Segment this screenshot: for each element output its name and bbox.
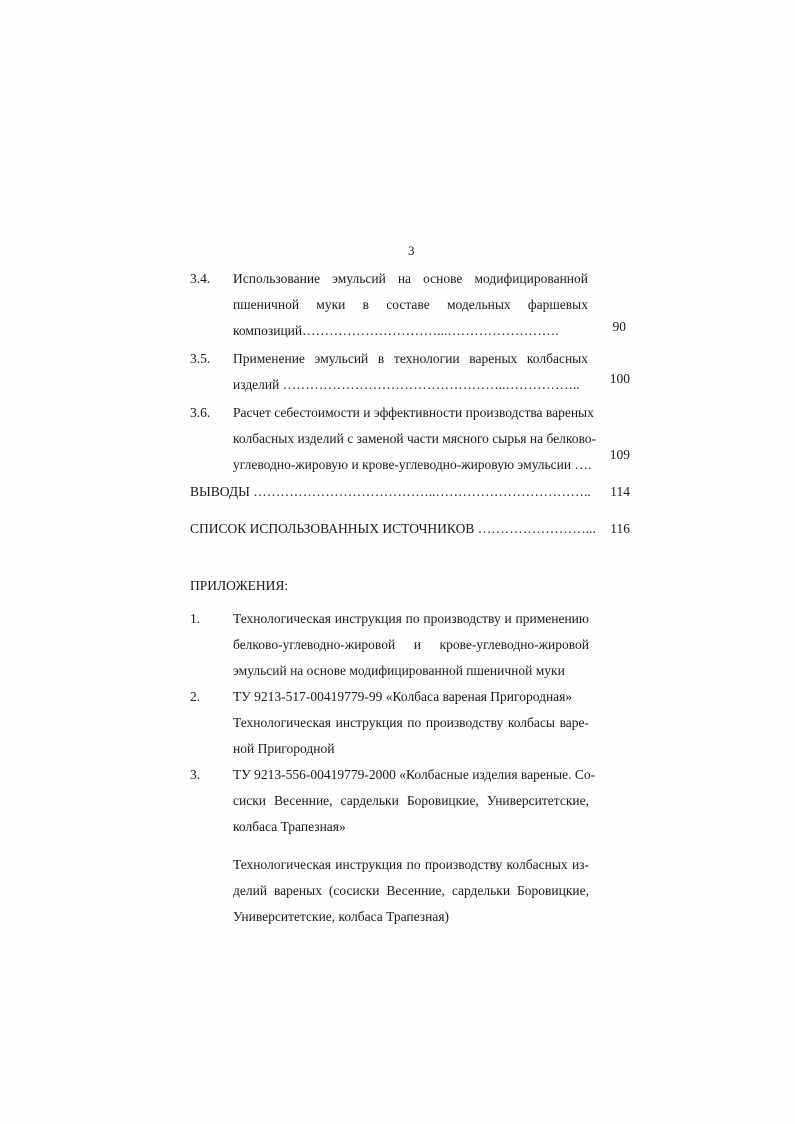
appendix-spacer: [233, 840, 589, 852]
appendix-text: [233, 606, 589, 684]
appendix-line: Технологическая инструкция по производству и применению: [233, 611, 589, 626]
toc-line: изделий …………………………………………..……………..: [233, 377, 580, 392]
toc-references: [190, 516, 630, 542]
appendix-line: сиски Весенние, сардельки Боровицкие, Университетские,: [233, 793, 589, 808]
toc-entry-title: [233, 346, 588, 398]
toc-page-number: 90: [612, 319, 626, 334]
toc-page-number: 109: [609, 447, 630, 462]
appendix-item-1: [190, 606, 590, 686]
toc-entry-number: 3.6.: [190, 405, 211, 420]
appendix-text: [233, 762, 596, 930]
toc-page-number: 114: [610, 484, 630, 499]
appendix-number: 3.: [190, 767, 201, 782]
toc-conclusions: [190, 479, 630, 505]
toc-entry-title: [233, 266, 588, 344]
toc-page-number: 116: [610, 521, 630, 536]
toc-entry-3-5: [190, 346, 630, 400]
toc-entry-3-4: [190, 266, 630, 346]
toc-entry-title: [233, 400, 597, 478]
toc-line: колбасных изделий с заменой части мясного сырья на белково-: [233, 431, 597, 446]
appendix-number: 2.: [190, 689, 201, 704]
toc-line: Использование эмульсий на основе модифицированной: [233, 271, 588, 286]
toc-line: Расчет себестоимости и эффективности производства вареных: [233, 405, 594, 420]
appendix-text: [233, 684, 589, 762]
appendix-line: Университетские, колбаса Трапезная): [233, 909, 450, 924]
toc-line: углеводно-жировую и крове-углеводно-жировую эмульсии ….: [233, 457, 592, 472]
appendix-heading: ПРИЛОЖЕНИЯ:: [190, 578, 289, 593]
appendix-line: ТУ 9213-517-00419779-99 «Колбаса вареная Пригородная»: [233, 689, 573, 704]
page-number: 3: [408, 243, 415, 258]
appendix-line: Технологическая инструкция по производству колбасы варе-: [233, 715, 589, 730]
appendix-number: 1.: [190, 611, 201, 626]
toc-entry-number: 3.5.: [190, 351, 211, 366]
appendix-line: делий вареных (сосиски Весенние, сардельки Боровицкие,: [233, 883, 589, 898]
appendix-line: колбаса Трапезная»: [233, 819, 346, 834]
toc-line: композиций…………………………...…………………….: [233, 323, 559, 338]
appendix-item-2: [190, 684, 590, 764]
toc-entry-number: 3.4.: [190, 271, 211, 286]
toc-conclusions-label: ВЫВОДЫ …………………………………..……………………………..: [190, 484, 591, 499]
appendix-line: белково-углеводно-жировой и крове-углеводно-жировой: [233, 637, 589, 652]
appendix-line: ТУ 9213-556-00419779-2000 «Колбасные изделия вареные. Со-: [233, 767, 596, 782]
toc-references-label: СПИСОК ИСПОЛЬЗОВАННЫХ ИСТОЧНИКОВ ……………………...: [190, 521, 596, 536]
appendix-line: Технологическая инструкция по производству колбасных из-: [233, 857, 589, 872]
appendix-line: эмульсий на основе модифицированной пшеничной муки: [233, 663, 565, 678]
toc-line: пшеничной муки в составе модельных фаршевых: [233, 297, 588, 312]
toc-entry-3-6: [190, 400, 630, 480]
toc-line: Применение эмульсий в технологии вареных колбасных: [233, 351, 588, 366]
appendix-line: ной Пригородной: [233, 741, 335, 756]
appendix-item-3: [190, 762, 596, 924]
toc-page-number: 100: [609, 371, 630, 386]
